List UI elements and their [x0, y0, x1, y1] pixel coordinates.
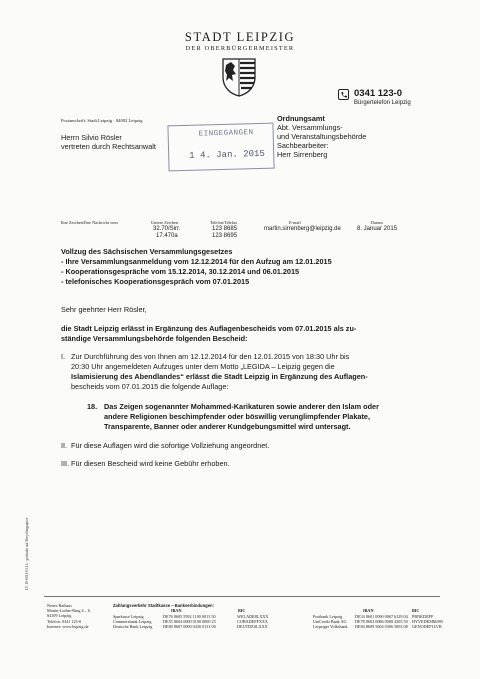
ref-tel-label: Telefon/Telefax	[210, 220, 238, 225]
footer-address-line: Neues Rathaus	[47, 603, 73, 608]
letterhead-city: STADT LEIPZIG	[184, 30, 296, 44]
bank-bic: DEUTDESLXXX	[237, 624, 268, 630]
condition-18-line-3: Transparente, Banner oder anderer Kundgebungsmittel wird untersagt.	[104, 422, 351, 431]
section-1-line-2: 20:30 Uhr angemeldeten Aufzuges unter dem Motto „LEGIDA – Leipzig gegen die	[71, 362, 335, 371]
ref-date-value: 8. Januar 2015	[357, 226, 398, 232]
section-1-number: I.	[61, 352, 66, 361]
subject-line-3: - Kooperationsgespräche vom 15.12.2014, 30.12.2014 und 06.01.2015	[61, 267, 300, 276]
bank-bic: PBNKDEFF	[412, 614, 434, 619]
condition-18-number: 18.	[87, 402, 98, 411]
bank-iban: DE76 8605 5592 1100 0013 50	[163, 614, 216, 619]
footer-iban-label-left: IBAN	[171, 608, 182, 613]
received-stamp	[167, 123, 274, 172]
phone-number: 0341 123-0	[354, 88, 403, 99]
bank-iban: DE78 8602 0086 0008 4305 50	[355, 619, 408, 625]
sender-clerk-label: Sachbearbeiter:	[277, 141, 329, 150]
footer-bic-label-left: BIC	[238, 608, 246, 613]
ref-tel-value: 123 8685	[212, 226, 238, 232]
sender-division-2: und Veranstaltungsbehörde	[277, 132, 367, 141]
section-1-line-3: Islamisierung des Abendlandes“ erlässt die Stadt Leipzig in Ergänzung des Auflagen-	[71, 372, 368, 381]
subject-line-4: - telefonisches Kooperationsgespräch vom 07.01.2015	[61, 277, 250, 286]
ref-ihre-label: Ihre Zeichen/Ihre Nachricht vom	[61, 220, 118, 225]
footer-bics-left	[237, 614, 268, 630]
ref-email-value: martin.sirrenberg@leipzig.de	[264, 226, 341, 232]
footer-banks-left	[113, 614, 152, 630]
section-1-line-4: bescheids vom 07.01.2015 die folgende Auflage:	[71, 382, 229, 391]
side-margin-text: LV 10-6041-02.14 · gedruckt auf Recyclingpapier	[25, 517, 29, 591]
bank-bic: HYVEDEMM495	[412, 619, 443, 625]
received-stamp-text: EINGEGANGEN	[198, 129, 254, 139]
salutation: Sehr geehrter Herr Rösler,	[61, 305, 147, 314]
section-3-text: Für diesen Bescheid wird keine Gebühr erhoben.	[71, 459, 230, 468]
section-1-line-1: Zur Durchführung des von Ihnen am 12.12.2014 für den 12.01.2015 von 18:30 Uhr bis	[71, 352, 350, 361]
recipient-representation: vertreten durch Rechtsanwalt	[61, 142, 156, 151]
recipient-name: Herrn Silvio Rösler	[61, 133, 122, 142]
sender-department: Ordnungsamt	[277, 114, 325, 123]
bank-name: Commerzbank Leipzig	[113, 619, 152, 625]
coat-of-arms-logo	[221, 57, 257, 97]
ref-unsere-label: Unsere Zeichen	[151, 220, 179, 225]
footer-bic-label-right: BIC	[412, 608, 420, 613]
postal-return-line: Postanschrift: Stadt Leipzig · 04092 Leipzig	[61, 118, 143, 123]
received-stamp-date: 1 4. Jan. 2015	[189, 148, 265, 161]
bank-bic: GENODEF1LVB	[412, 624, 442, 630]
ref-date-label: Datum	[371, 220, 383, 225]
sender-division-1: Abt. Versammlungs-	[277, 123, 343, 132]
section-3-number: III.	[61, 459, 70, 468]
bank-name: Leipziger Volksbank	[313, 624, 348, 630]
intro-line-1: die Stadt Leipzig erlässt in Ergänzung des Auflagenbescheids vom 07.01.2015 als zu-	[61, 324, 357, 333]
footer-ibans-left	[163, 614, 216, 630]
footer-banks-right	[313, 614, 348, 630]
letterhead-office: DER OBERBÜRGERMEISTER	[185, 45, 295, 52]
phone-icon	[338, 89, 349, 100]
ref-fax-value: 123 8695	[212, 233, 238, 239]
bank-iban: DE55 8604 0000 0100 0000 25	[163, 619, 216, 625]
footer-iban-label-right: IBAN	[363, 608, 374, 613]
subject-line-2: - Ihre Versammlungsanmeldung vom 12.12.2014 für den Aufzug am 12.01.2015	[61, 257, 332, 266]
ref-unsere-value-1: 32.70/Sirr.	[153, 226, 181, 232]
bank-name: Postbank Leipzig	[313, 614, 343, 619]
footer-bics-right	[412, 614, 443, 630]
footer-address-line: Martin-Luther-Ring 4 – 6	[47, 608, 90, 614]
ref-email-label: E-mail	[289, 220, 301, 225]
footer-bank-header: Zahlungsverkehr Stadtkasse – Bankverbindungen:	[113, 603, 214, 608]
footer-ibans-right	[355, 614, 408, 630]
intro-line-2: ständige Versammlungsbehörde folgenden Bescheid:	[61, 334, 248, 343]
bank-bic: COBADEFFXXX	[237, 619, 268, 625]
section-2-number: II.	[61, 441, 68, 450]
footer-address-line: Telefon: 0341 123-0	[47, 618, 82, 624]
bank-name: Deutsche Bank Leipzig	[113, 624, 153, 630]
bank-bic: WELADE8LXXX	[237, 614, 269, 619]
section-2-text: Für diese Auflagen wird die sofortige Vollziehung angeordnet.	[71, 441, 270, 450]
bank-iban: DE34 8601 0090 0067 6129 04	[355, 614, 408, 619]
phone-label: Bürgertelefon Leipzig	[354, 100, 411, 106]
footer-address	[47, 603, 90, 629]
bank-iban: DE84 8609 5604 0306 5003 08	[355, 624, 408, 630]
bank-name: Sparkasse Leipzig	[113, 614, 144, 619]
ref-unsere-value-2: 17.470a	[156, 233, 178, 239]
bank-name: UniCredit Bank AG	[313, 619, 347, 625]
bank-iban: DE80 8607 0000 0430 0131 00	[163, 624, 216, 630]
footer-address-line: 04109 Leipzig	[47, 613, 72, 619]
footer-address-line: Internet: www.leipzig.de	[47, 623, 89, 629]
condition-18-line-2: andere Religionen beschimpfender oder böswillig verunglimpfender Plakate,	[104, 412, 370, 421]
footer-divider	[44, 596, 440, 597]
subject-line-1: Vollzug des Sächsischen Versammlungsgesetzes	[61, 247, 233, 256]
condition-18-line-1: Das Zeigen sogenannter Mohammed-Karikaturen sowie anderer den Islam oder	[104, 402, 379, 411]
sender-clerk-name: Herr Sirrenberg	[277, 150, 328, 159]
